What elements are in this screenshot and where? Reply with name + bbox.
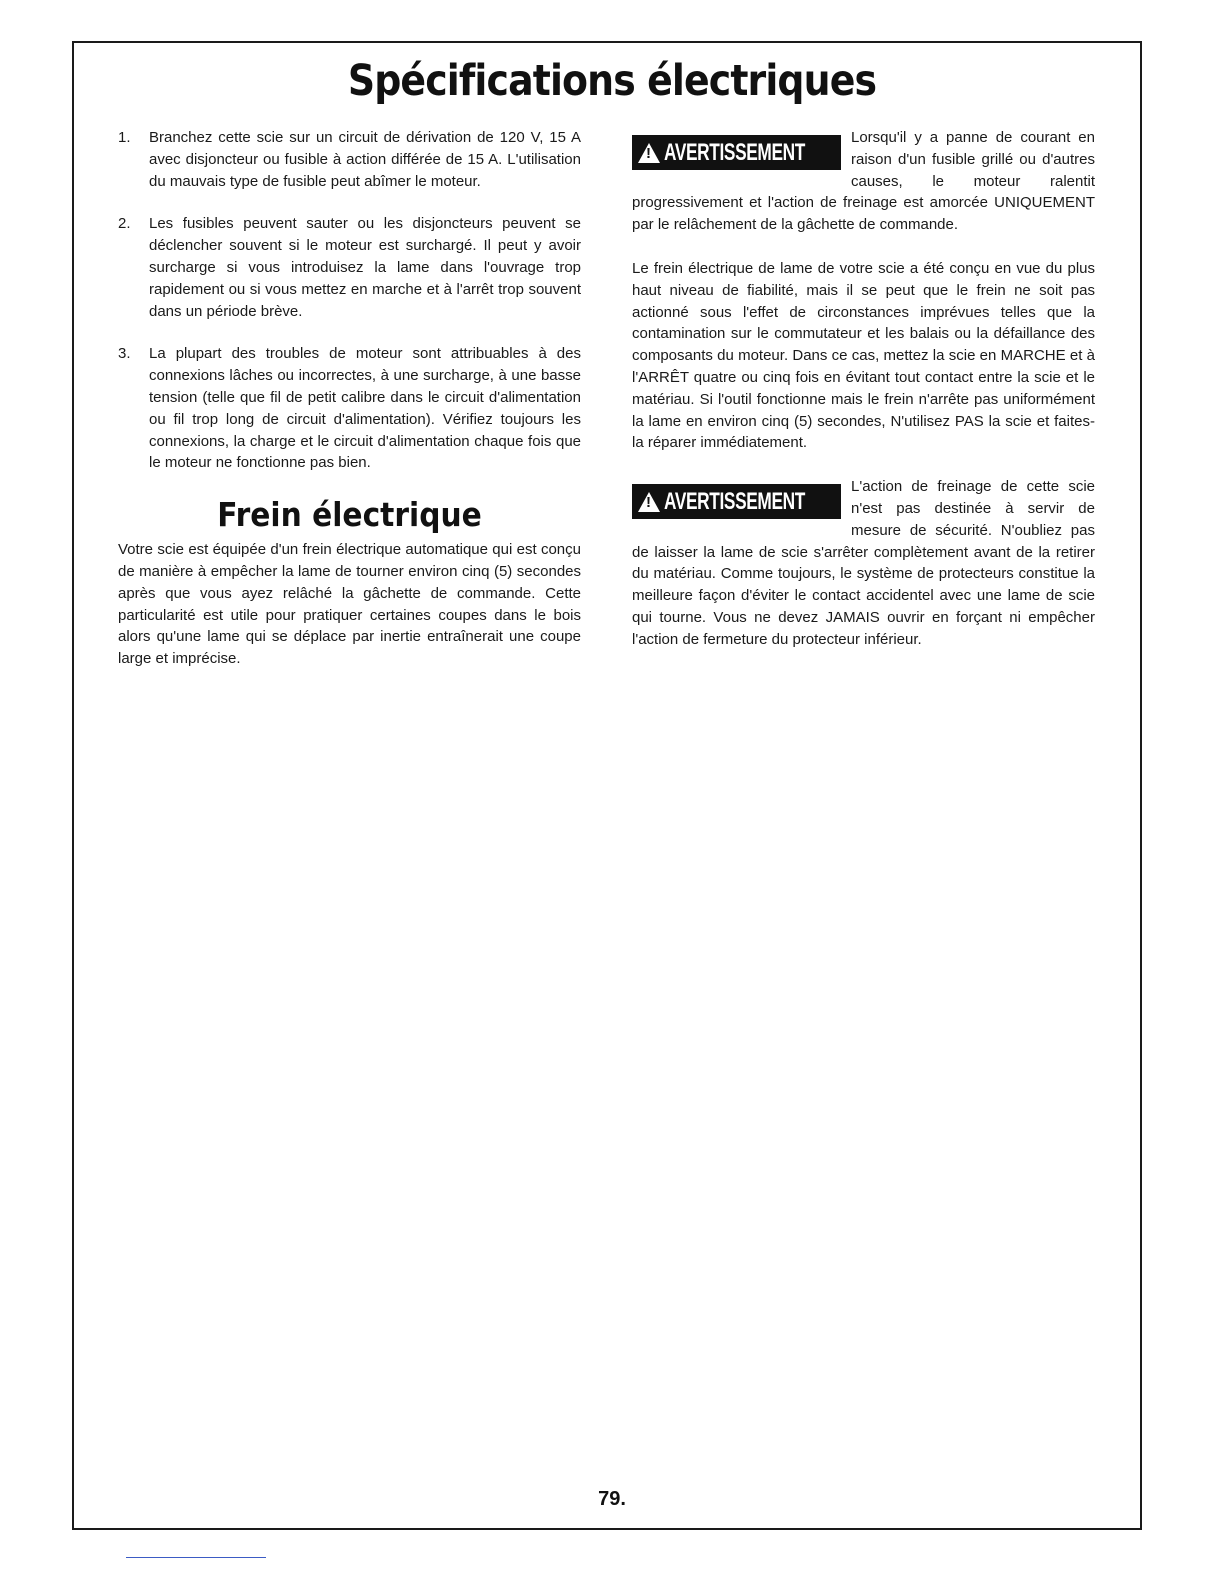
warning-block	[632, 476, 1095, 650]
brake-section-title: Frein électrique	[217, 495, 482, 535]
list-item-text: Branchez cette scie sur un circuit de dérivation de 120 V, 15 A avec disjoncteur ou fusible à action différée de 15 A. L'utilisation du mauvais type de fusible peut abîmer le moteur.	[149, 129, 581, 190]
list-item	[118, 343, 581, 474]
warning-badge	[632, 484, 841, 519]
page-number: 79.	[598, 1488, 626, 1510]
info-block	[632, 258, 1095, 454]
list-item-number: 2.	[118, 215, 131, 233]
warning-triangle-icon	[638, 143, 660, 163]
list-item-number: 1.	[118, 129, 131, 146]
list-item-text: La plupart des troubles de moteur sont attribuables à des connexions lâches ou incorrectes, à une surcharge, à une basse tension (telle que fil de petit calibre dans le circuit d'alimentation ou fil trop long de circuit d'alimentation). Vérifiez toujours les connexions, la charge et le circuit d'alimentation chaque fois que le moteur ne fonctionne pas bien.	[149, 345, 581, 472]
footer-divider	[126, 1557, 266, 1558]
warning-label: AVERTISSEMENT	[664, 139, 805, 166]
warning-badge	[632, 135, 841, 170]
warning-text: L'action de freinage de cette scie n'est pas destinée à servir de mesure de sécurité. N'oubliez pas de laisser la lame de scie s'arrêter complètement avant de la retirer du matériau. Comme toujours, le système de protecteurs constitue la meilleure façon d'éviter le contact accidentel avec une lame de scie qui tourne. Vous ne devez JAMAIS ouvrir en forçant ni empêcher l'action de fermeture du protecteur inférieur.	[632, 478, 1095, 648]
spec-list	[118, 127, 581, 474]
right-column	[632, 127, 1095, 673]
list-item	[118, 127, 581, 192]
list-item-number: 3.	[118, 345, 131, 363]
list-item-text: Les fusibles peuvent sauter ou les disjoncteurs peuvent se déclencher souvent si le moteur est surchargé. Il peut y avoir surcharge si vous introduisez la lame dans l'ouvrage trop rapidement ou si vous mettez en marche et à l'arrêt trop souvent dans un période brève.	[149, 215, 581, 320]
brake-reliability-paragraph: Le frein électrique de lame de votre scie a été conçu en vue du plus haut niveau de fiabilité, mais il se peut que le frein ne soit pas actionné sous l'effet de circonstances imprévues telles que la contamination sur le commutateur et les balais ou la défaillance des composants du moteur. Dans ce cas, mettez la scie en MARCHE et à l'ARRÊT quatre ou cinq fois en évitant tout contact entre la scie et le matériau. Si l'outil fonctionne mais le frein n'arrête pas uniformément la lame en environ cinq (5) secondes, N'utilisez PAS la scie et faites-la réparer immédiatement.	[632, 259, 1095, 452]
left-column	[118, 127, 581, 670]
warning-triangle-icon	[638, 492, 660, 512]
brake-paragraph: Votre scie est équipée d'un frein électrique automatique qui est conçu de manière à empêcher la lame de tourner environ cinq (5) secondes après que vous ayez relâché la gâchette de commande. Cette particularité est utile pour pratiquer certaines coupes dans le bois alors qu'une lame qui se déplace par inertie entraînerait une coupe large et imprécise.	[118, 541, 581, 668]
warning-text: Lorsqu'il y a panne de courant en raison d'un fusible grillé ou d'autres causes, le moteur ralentit progressivement et l'action de freinage est amorcée UNIQUEMENT par le relâchement de la gâchette de commande.	[632, 129, 1095, 234]
warning-label: AVERTISSEMENT	[664, 488, 805, 516]
list-item	[118, 213, 581, 322]
warning-block	[632, 127, 1095, 236]
page-title: Spécifications électriques	[347, 56, 877, 106]
